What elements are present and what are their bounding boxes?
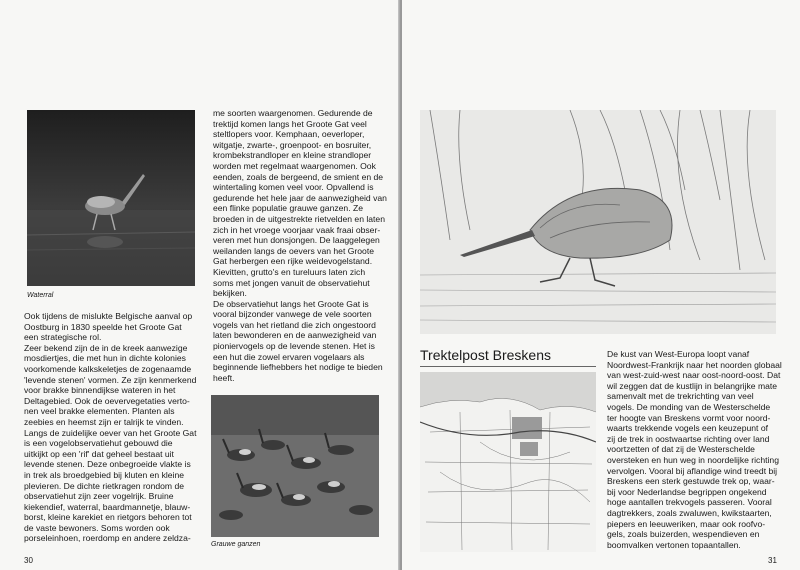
waterral-drawing-image	[420, 110, 776, 334]
left-column-2-text: me soorten waargenomen. Gedurende de trektijd komen langs het Groote Gat veel steltlopers voor. Kemphaan, oeverloper, witgatje, zwarte-, groenpoot- en bosruiter, krombekstrandloper en kleine strandloper worden met regelmaat waargenomen. Ook eenden, zoals de bergeend, de smient en de wintertaling komen veel voor. Opvallend is gedurende het hele jaar de aanwezigheid van een flinke populatie grauwe ganzen. Ze broeden in de uitgestrekte rietvelden en laten zich in het vroege voorjaar vaak fraai obser- veren met hun donsjongen. De laaggelegen weilanden langs de oevers van het Groote Gat herbergen een rijke weidevogelstand. Kievitten, grutto's en tureluurs laten zich soms met jongen vanuit de observatiehut bekijken. De observatiehut langs het Groote Gat is vooral bijzonder vanwege de vele soorten vogels van het rietland die zich ongestoord laten bewonderen en de aanwezigheid van pioniervogels op de levende stenen. Het is een hut die zowel ervaren vogelaars als beginnende liefhebbers het nodige te bieden heeft.	[213, 108, 387, 383]
grauwe-ganzen-caption: Grauwe ganzen	[211, 541, 261, 548]
waterral-drawing	[420, 110, 776, 334]
page-number-right: 31	[768, 556, 777, 565]
waterral-caption: Waterral	[27, 292, 54, 299]
waterral-photo	[27, 110, 195, 286]
grauwe-ganzen-photo	[211, 395, 379, 537]
grauwe-ganzen-image	[211, 395, 379, 537]
breskens-map	[420, 372, 596, 552]
right-page	[402, 0, 800, 570]
waterral-image	[27, 110, 195, 286]
page-number-left: 30	[24, 556, 33, 565]
section-heading: Trektelpost Breskens	[420, 347, 551, 363]
heading-rule	[420, 366, 596, 367]
right-column-text: De kust van West-Europa loopt vanaf Noordwest-Frankrijk naar het noorden globaal van west-zuid-west naar oost-noord-oost. Dat wil zeggen dat de kustlijn in belangrijke mate samenvalt met de trekrichting van veel vogels. De monding van de Westerschelde ter hoogte van Breskens vormt voor noord- waarts trekkende vogels een keuzepunt of zij de trek in oostwaartse richting over land voortzetten of dat zij de Westerschelde oversteken en hun weg in noordelijke richting vervolgen. Vooral bij aflandige wind treedt bij Breskens een sterk gestuwde trek op, waar- bij voor Nederlandse begrippen ongekend hoge aantallen trekvogels passeren. Vooral dagtrekkers, zoals zwaluwen, kwikstaarten, piepers en leeuweriken, maar ook roofvo- gels, zoals buizerden, wespendieven en boomvalken vertonen topaantallen.	[607, 349, 782, 550]
breskens-map-image	[420, 372, 596, 552]
left-column-1-text: Ook tijdens de mislukte Belgische aanval op Oostburg in 1830 speelde het Groote Gat een strategische rol. Zeer bekend zijn de in de kreek aanwezige mosdiertjes, die met hun in dichte kolonies voorkomende kalkskeletjes de zogenaamde 'levende stenen' vormen. Ze zijn kenmerkend voor brakke binnendijkse wateren in het Deltagebied. Ook de oevervegetaties verto- nen veel brakke elementen. Planten als zeebies en heemst zijn er talrijk te vinden. Langs de zuidelijke oever van het Groote Gat is een vogelobservatiehut gebouwd die uitkijkt op een 'rif' dat geheel bestaat uit levende stenen. Deze onbegroeide vlakte is in trek als broedgebied bij kluten en kleine plevieren. De dichte rietkragen rondom de observatiehut zijn zeer vogelrijk. Bruine kiekendief, waterral, baardmannetje, blauw- borst, kleine karekiet en rietgors behoren tot de vaste bewoners. Soms worden ook porseleinhoen, roerdomp en andere zeldza-	[24, 311, 197, 544]
